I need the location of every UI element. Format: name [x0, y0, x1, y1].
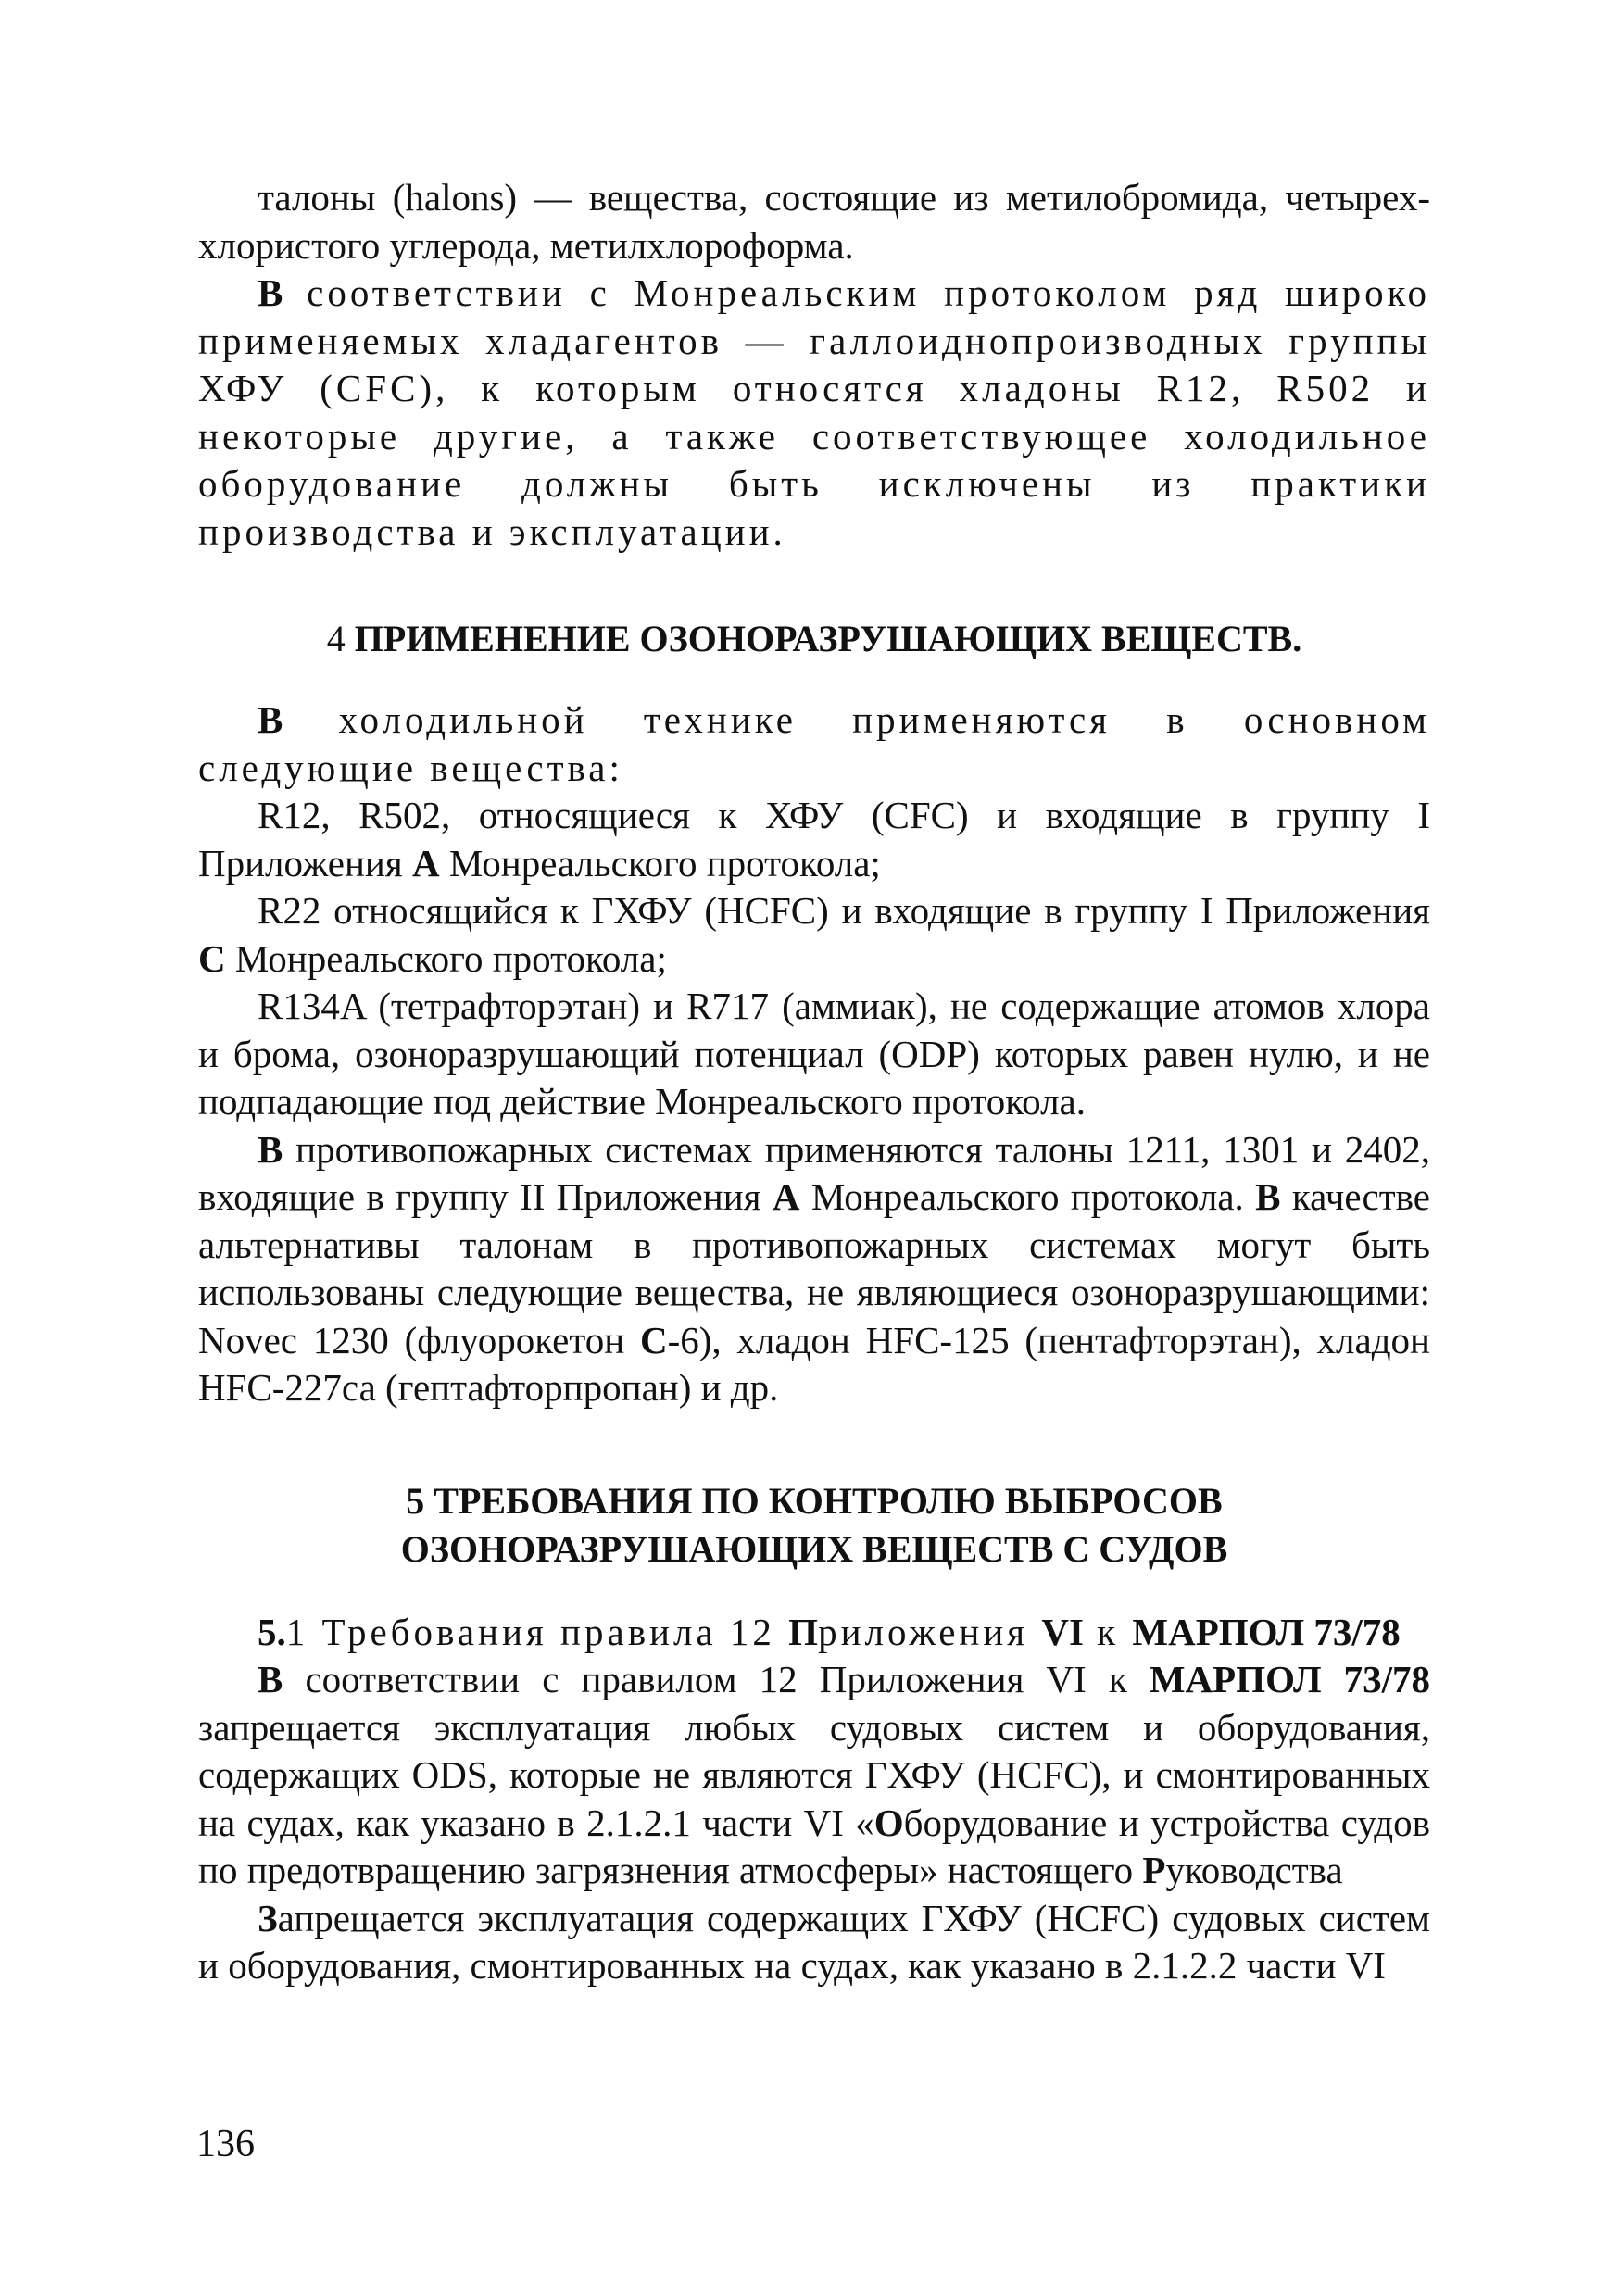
paragraph-text: борудование и устройства судов по предотвращению загрязнения атмосферы» настоящего [198, 1800, 1431, 1891]
subsection-text: риложения [818, 1610, 1042, 1653]
paragraph-montreal-protocol [198, 270, 1430, 556]
paragraph-text: холодильной технике применяются в основном следующие вещества: [198, 698, 1430, 789]
annex-number: VI [1041, 1610, 1084, 1653]
paragraph-text: качестве альтернативы талонам в противопожарных системах могут быть использованы следующие вещества, не являющиеся озоноразрушающими: Novec 1230 (флуорокетон [198, 1175, 1430, 1361]
subsection-5-1-heading [198, 1609, 1430, 1657]
paragraph-hcfc-prohibition [198, 1895, 1430, 1990]
paragraph-lead-letter: В [258, 1127, 283, 1171]
convention-name: МАРПОЛ 73/78 [1132, 1610, 1401, 1653]
paragraph-text: талоны (halons) — вещества, состоящие из метилобромида, четырех-хлористого углерода, метилхлороформа. [198, 176, 1430, 267]
paragraph-text: R134A (тетрафторэтан) и R717 (аммиак), не содержащие атомов хлора и брома, озоноразрушающий потенциал (ODP) которых равен нулю, и не подпадающие под действие Монреальского протокола. [198, 985, 1430, 1123]
section-heading-5 [198, 1477, 1430, 1574]
paragraph-text: соответствии с правилом 12 Приложения VI к [283, 1658, 1150, 1700]
paragraph-lead-letter: В [1255, 1175, 1281, 1218]
paragraph-text: R12, R502, относящиеся к ХФУ (CFC) и входящие в группу I Приложения [198, 794, 1430, 885]
annex-letter: С [198, 936, 226, 980]
paragraph-lead-letter: В [258, 1658, 283, 1700]
paragraph-refrigeration [198, 696, 1430, 792]
annex-letter: А [772, 1175, 800, 1218]
page-number: 136 [196, 2123, 255, 2165]
section-title-line-1: 5 ТРЕБОВАНИЯ ПО КОНТРОЛЮ ВЫБРОСОВ [406, 1479, 1223, 1522]
bold-letter: С [639, 1318, 668, 1361]
paragraph-text: уководства [1165, 1849, 1343, 1891]
subsection-text: к [1084, 1610, 1133, 1653]
section-number: 4 [326, 618, 355, 659]
paragraph-r134a-r717 [198, 983, 1430, 1126]
paragraph-text: соответствии с Монреальским протоколом ряд широко применяемых хладагентов — галлоиднопроизводных группы ХФУ (CFC), к которым относятся хладоны R12, R502 и некоторые другие, а также соответствующее холодильное оборудование должны быть исключены из практики производства и эксплуатации. [198, 271, 1430, 553]
bold-letter: П [788, 1610, 819, 1653]
subsection-number: 5. [258, 1610, 286, 1653]
paragraph-lead-letter: В [258, 271, 283, 314]
bold-letter: О [873, 1800, 904, 1844]
paragraph-text: -6), хладон HFC-125 (пентафторэтан), хладон HFC-227са (гептафторпропан) и др. [198, 1318, 1430, 1409]
bold-letter: Р [1142, 1849, 1166, 1891]
section-title: ПРИМЕНЕНИЕ ОЗОНОРАЗРУШАЮЩИХ ВЕЩЕСТВ. [354, 618, 1302, 659]
paragraph-r22 [198, 887, 1430, 983]
paragraph-text: апрещается эксплуатация содержащих ГХФУ (HCFC) судовых систем и оборудования, смонтированных на судах, как указано в 2.1.2.2 части VI [198, 1896, 1430, 1987]
annex-letter: А [411, 841, 440, 885]
paragraph-lead-letter: В [258, 698, 283, 741]
paragraph-halons [198, 174, 1430, 270]
paragraph-lead-letter: З [258, 1896, 278, 1939]
paragraph-text: R22 относящийся к ГХФУ (HCFC) и входящие в группу I Приложения [258, 889, 1430, 932]
paragraph-text: запрещается эксплуатация любых судовых систем и оборудования, содержащих ODS, которые не являются ГХФУ (HCFC), и смонтированных на судах, как указано в 2.1.2.1 части VI « [198, 1705, 1430, 1844]
section-title-line-2: ОЗОНОРАЗРУШАЮЩИХ ВЕЩЕСТВ С СУДОВ [400, 1527, 1228, 1570]
paragraph-text: противопожарных системах применяются талоны 1211, 1301 и 2402, входящие в группу II Приложения [198, 1127, 1430, 1218]
paragraph-text: Монреальского протокола; [439, 841, 881, 885]
convention-name: МАРПОЛ 73/78 [1149, 1658, 1430, 1700]
paragraph-regulation-12 [198, 1656, 1430, 1895]
page-content [198, 174, 1430, 1990]
paragraph-fire-systems [198, 1126, 1430, 1412]
paragraph-text: Монреальского протокола; [225, 936, 667, 980]
section-heading-4 [198, 615, 1430, 663]
subsection-text: 1 Требования правила 12 [285, 1610, 789, 1653]
paragraph-r12-r502 [198, 792, 1430, 887]
paragraph-text: Монреальского протокола. [799, 1175, 1256, 1218]
